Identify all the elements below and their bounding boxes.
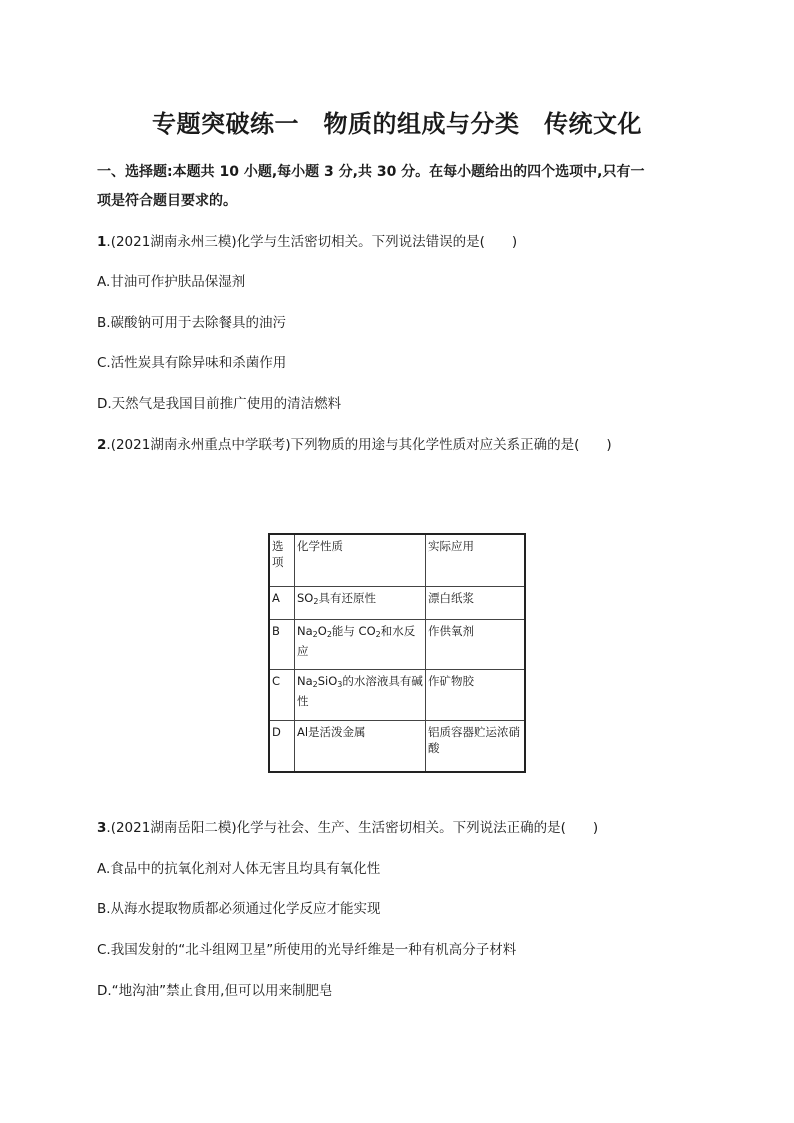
table-header-property: 化学性质 [295,534,426,587]
question-3-option-b: B.从海水提取物质都必须通过化学反应才能实现 [97,901,381,917]
question-2-table [268,533,526,773]
table-cell-option: C [269,670,295,721]
table-row [269,620,525,670]
section-line-2: 项是符合题目要求的。 [97,193,237,209]
table-header-row [269,534,525,587]
question-2-text: .(2021湖南永州重点中学联考)下列物质的用途与其化学性质对应关系正确的是( [106,437,580,453]
table-cell-property: $Na_2SiO_3$的水溶液具有碱性 [295,670,426,721]
question-1-blank: ) [484,234,518,250]
table-cell-application: 作供氧剂 [426,620,526,670]
question-3-option-a: A.食品中的抗氧化剂对人体无害且均具有氧化性 [97,861,381,877]
table-cell-property: $SO_2$具有还原性 [295,587,426,620]
table-cell-application: 漂白纸浆 [426,587,526,620]
question-1-stem [97,232,517,252]
section-line-1: 一、选择题:本题共 10 小题,每小题 3 分,共 30 分。在每小题给出的四个选项中,只有一 [97,164,645,180]
question-3-number: 3 [97,820,107,836]
table-row [269,587,525,620]
table-row [269,670,525,721]
table-cell-application: 铝质容器贮运浓硝酸 [426,721,526,773]
question-1-text: .(2021湖南永州三模)化学与生活密切相关。下列说法错误的是( [106,234,485,250]
page-title: 专题突破练一 物质的组成与分类 传统文化 [152,110,642,138]
question-2-number: 2 [97,437,107,453]
question-3-stem [97,818,598,838]
section-instructions [97,158,697,216]
table-cell-option: B [269,620,295,670]
question-1-number: 1 [97,234,107,250]
table-cell-property: Al是活泼金属 [295,721,426,773]
table-header-application: 实际应用 [426,534,526,587]
question-2-blank: ) [579,437,612,453]
question-3-blank: ) [565,820,599,836]
question-3-text: .(2021湖南岳阳二模)化学与社会、生产、生活密切相关。下列说法正确的是( [106,820,566,836]
question-3-option-d: D.“地沟油”禁止食用,但可以用来制肥皂 [97,983,333,999]
question-1-option-c: C.活性炭具有除异味和杀菌作用 [97,355,287,371]
question-1-option-a: A.甘油可作护肤品保湿剂 [97,274,246,290]
question-1-option-b: B.碳酸钠可用于去除餐具的油污 [97,315,287,331]
table-cell-application: 作矿物胶 [426,670,526,721]
question-1-option-d: D.天然气是我国目前推广使用的清洁燃料 [97,396,342,412]
table-row [269,721,525,773]
question-2-stem [97,435,612,455]
table-cell-property: $Na_2O_2$能与 $CO_2$和水反应 [295,620,426,670]
table-cell-option: D [269,721,295,773]
table-cell-option: A [269,587,295,620]
table-header-option: 选项 [269,534,295,587]
question-3-option-c: C.我国发射的“北斗组网卫星”所使用的光导纤维是一种有机高分子材料 [97,942,517,958]
